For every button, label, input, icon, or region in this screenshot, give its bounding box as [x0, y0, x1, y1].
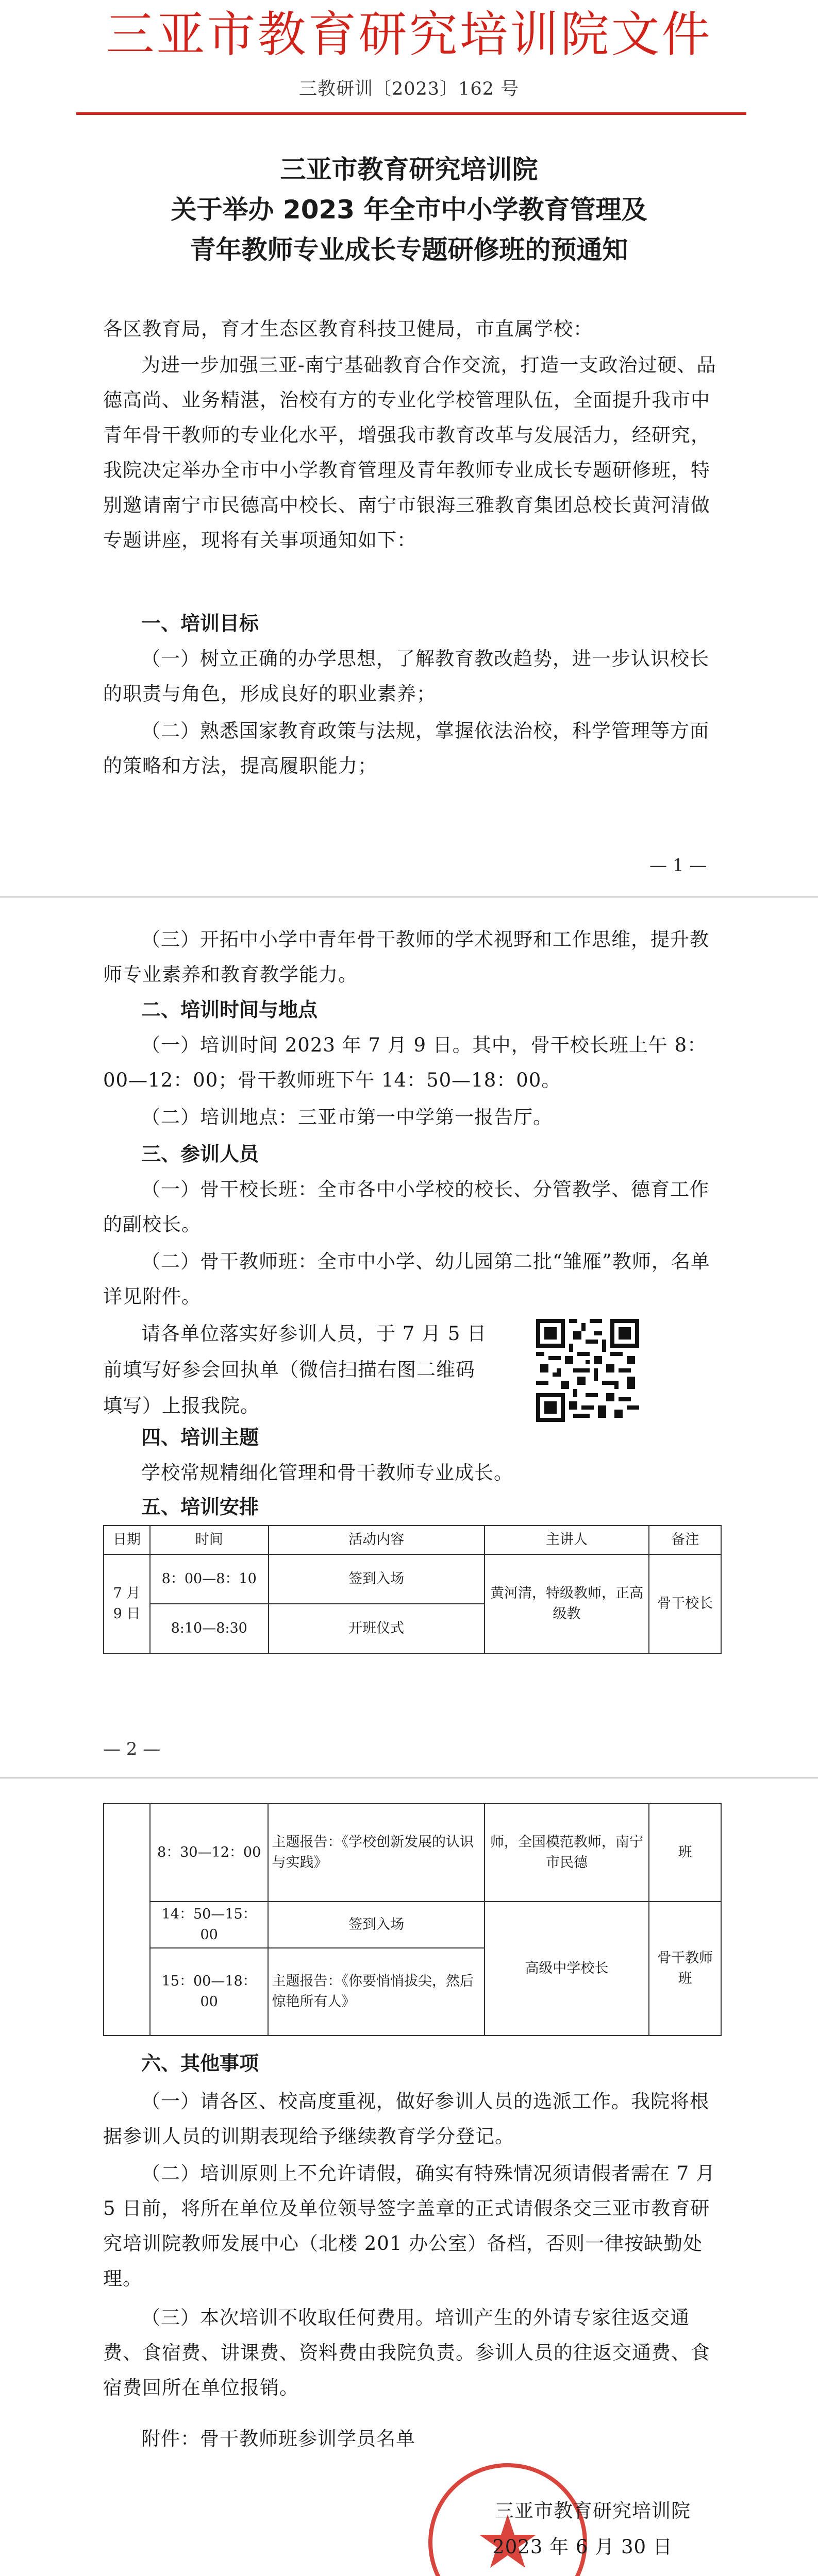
schedule-header-note: 备注: [649, 1526, 721, 1554]
schedule-table-part-1: [103, 1525, 722, 1654]
schedule-header-speaker: 主讲人: [485, 1526, 649, 1554]
table-row-note: 骨干教师班: [649, 1902, 721, 2036]
schedule-date: 7 月 9 日: [104, 1554, 150, 1653]
addressee: 各区教育局，育才生态区教育科技卫健局，市直属学校：: [103, 318, 593, 340]
schedule-date-continued: [104, 1804, 150, 2036]
table-row-content: 签到入场: [269, 1554, 485, 1604]
table-row-speaker: 高级中学校长: [485, 1902, 649, 2036]
attachment-note: 附件：骨干教师班参训学员名单: [141, 2428, 415, 2450]
participants-submit-line-3: 填写）上报我院。: [103, 1395, 260, 1417]
schedule-header-content: 活动内容: [269, 1526, 485, 1554]
page-break: [0, 1777, 818, 1778]
section-heading-goals: 一、培训目标: [141, 612, 259, 635]
other-item-1: （一）请各区、校高度重视，做好参训人员的选派工作。我院将根据参训人员的训期表现给予继续教育学分登记。: [103, 2090, 709, 2147]
time-detail: （一）培训时间 2023 年 7 月 9 日。其中，骨干校长班上午 8：00—12：00；骨干教师班下午 14：50—18：00。: [103, 1034, 707, 1091]
participants-teachers: （二）骨干教师班：全市中小学、幼儿园第二批“雏雁”教师，名单详见附件。: [103, 1250, 710, 1308]
qr-code-icon: [536, 1319, 639, 1422]
section-heading-others: 六、其他事项: [141, 2052, 259, 2075]
table-row-time: 8：30—12：00: [150, 1804, 269, 1902]
place-detail: （二）培训地点：三亚市第一中学第一报告厅。: [141, 1106, 553, 1128]
table-row-speaker: 师，全国模范教师，南宁市民德: [485, 1804, 649, 1902]
table-row-note: 骨干校长: [649, 1554, 721, 1653]
table-row-content: 主题报告：《你要悄悄拔尖，然后惊艳所有人》: [268, 1948, 484, 2036]
title-line-1: 三亚市教育研究培训院: [280, 155, 538, 184]
table-row-note: 班: [649, 1804, 721, 1902]
other-item-3: （三）本次培训不收取任何费用。培训产生的外请专家往返交通费、食宿费、讲课费、资料费由我院负责。参训人员的往返交通费、食宿费回所在单位报销。: [103, 2307, 710, 2399]
table-row-content: 主题报告：《学校创新发展的认识与实践》: [268, 1804, 484, 1902]
other-item-2: （二）培训原则上不允许请假，确实有特殊情况须请假者需在 7 月 5 日前，将所在单位及单位领导签字盖章的正式请假条交三亚市教育研究培训院教师发展中心（北楼 201 办公室）备档，否则一律按缺勤处理。: [103, 2162, 716, 2290]
section-heading-theme: 四、培训主题: [141, 1426, 259, 1449]
table-row-time: 14：50—15：00: [150, 1902, 269, 1948]
wechat-qr-code[interactable]: [536, 1319, 639, 1422]
page-number-2: — 2 —: [103, 1739, 161, 1759]
participants-submit-line-2: 前填写好参会回执单（微信扫描右图二维码: [103, 1359, 475, 1381]
table-row-speaker: 黄河清，特级教师，正高级教: [485, 1554, 649, 1653]
header-org-title: 三亚市教育研究培训院文件: [106, 7, 712, 63]
goal-2: （二）熟悉国家教育政策与法规，掌握依法治校，科学管理等方面的策略和方法，提高履职能力；: [103, 720, 709, 777]
table-row-time: 8:10—8:30: [150, 1604, 269, 1653]
section-heading-schedule: 五、培训安排: [141, 1496, 259, 1518]
signature-date: 2023 年 6 月 30 日: [492, 2536, 673, 2558]
red-divider: [76, 112, 746, 115]
section-heading-participants: 三、参训人员: [141, 1143, 259, 1165]
table-row-content: 签到入场: [268, 1902, 484, 1948]
intro-paragraph: 为进一步加强三亚-南宁基础教育合作交流，打造一支政治过硬、品德高尚、业务精湛，治校有方的专业化学校管理队伍，全面提升我市中青年骨干教师的专业化水平，增强我市教育改革与发展活力，经研究，我院决定举办全市中小学教育管理及青年教师专业成长专题研修班，特别邀请南宁市民德高中校长、南宁市银海三雅教育集团总校长黄河清做专题讲座，现将有关事项通知如下：: [103, 354, 716, 551]
table-row-time: 15：00—18：00: [150, 1948, 269, 2036]
participants-principals: （一）骨干校长班：全市各中小学校的校长、分管教学、德育工作的副校长。: [103, 1178, 709, 1235]
page-number-1: — 1 —: [649, 855, 707, 876]
goal-1: （一）树立正确的办学思想，了解教育教改趋势，进一步认识校长的职责与角色，形成良好的职业素养；: [103, 648, 709, 705]
goal-3: （三）开拓中小学中青年骨干教师的学术视野和工作思维，提升教师专业素养和教育教学能力。: [103, 928, 709, 986]
schedule-header-date: 日期: [104, 1526, 150, 1554]
page-break: [0, 896, 818, 897]
table-row-time: 8：00—8：10: [150, 1554, 269, 1604]
doc-number: 三教研训〔2023〕162 号: [298, 79, 519, 99]
signature-org: 三亚市教育研究培训院: [495, 2500, 691, 2522]
table-row-content: 开班仪式: [269, 1604, 485, 1653]
participants-submit-line-1: 请各单位落实好参训人员，于 7 月 5 日: [141, 1323, 487, 1345]
schedule-table-part-2: [103, 1803, 722, 2036]
title-line-2: 关于举办 2023 年全市中小学教育管理及: [171, 195, 647, 225]
schedule-header-time: 时间: [150, 1526, 269, 1554]
section-heading-time-place: 二、培训时间与地点: [141, 998, 318, 1021]
title-line-3: 青年教师专业成长专题研修班的预通知: [190, 235, 628, 265]
theme-text: 学校常规精细化管理和骨干教师专业成长。: [141, 1462, 513, 1484]
